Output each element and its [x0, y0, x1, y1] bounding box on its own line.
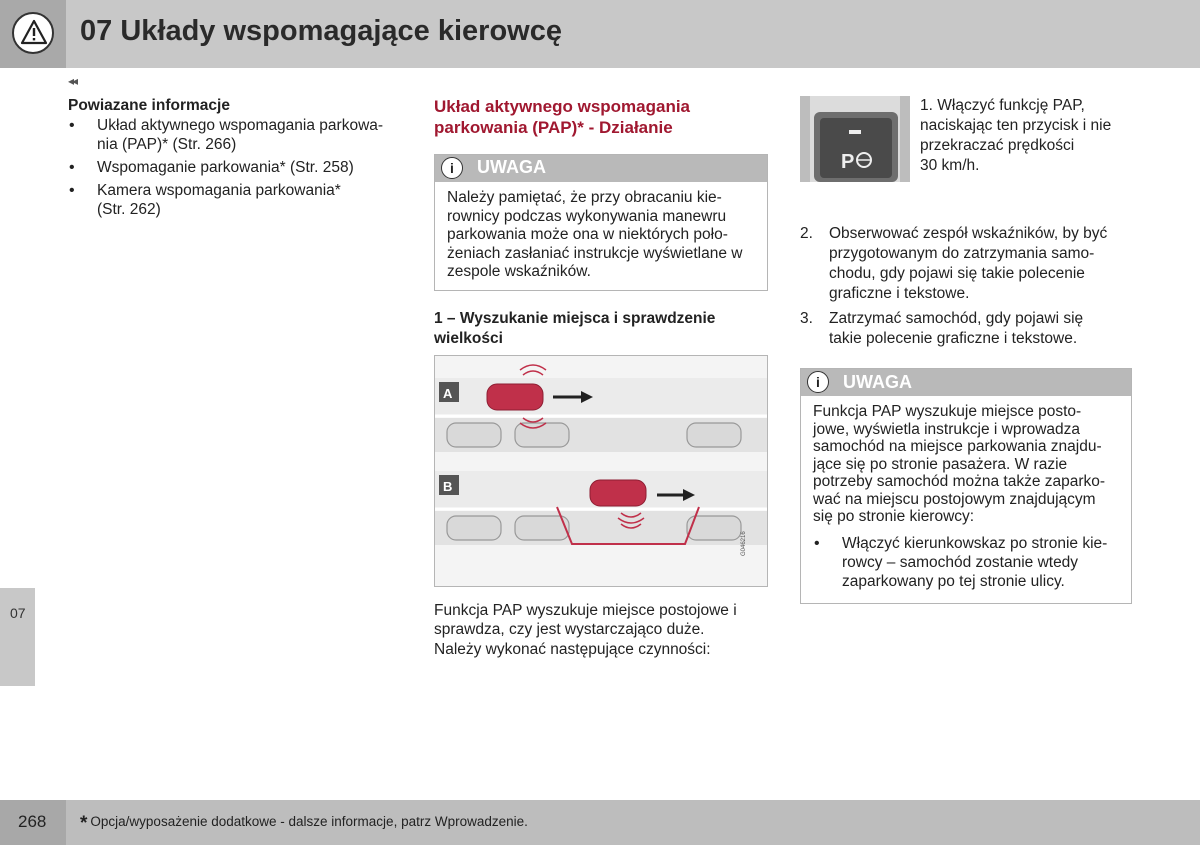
parked-car [447, 516, 501, 540]
parked-car [447, 423, 501, 447]
note-body: Należy pamiętać, że przy obracaniu kie- rownicy podczas wykonywania manewru parkowania może ona w niektórych poło- żeniach zasłaniać instrukcje wyświetlane w zespole wskaźników. [447, 189, 743, 280]
step-1: 1. Włączyć funkcję PAP, naciskając ten przycisk i nie przekraczać prędkości 30 km/h. [920, 97, 1112, 174]
related-link-parking-camera[interactable]: • Kamera wspomagania parkowania* (Str. 262) [68, 181, 408, 219]
chapter-title: 07 Układy wspomagające kierowcę [80, 15, 562, 47]
pap-operation-column [434, 96, 768, 659]
note-body: Funkcja PAP wyszukuje miejsce posto- jowe, wyświetla instrukcje i wprowadza samochód na miejsce parkowania znajdu- jące się po stronie pasażera. W razie potrzeby samochód można także zaparko- wać na miejscu postojowym znajdującym się po stronie kierowcy: • Włączyć kierunkowskaz po stronie kie- rowcy – samochód zostanie wtedy zaparkowany po tej stronie ulicy. [801, 396, 1131, 603]
header-icon-box [0, 0, 66, 68]
step-2: 2. Obserwować zespół wskaźników, by być przygotowanym do zatrzymania samo- chodu, gdy pojawi się takie polecenie graficzne i tekstowe. [800, 225, 1108, 302]
note-header [435, 155, 767, 182]
moving-car-a [487, 384, 543, 410]
note-label: UWAGA [843, 372, 912, 392]
info-icon: i [807, 371, 829, 393]
page-footer [0, 800, 1200, 845]
step-3: 3. Zatrzymać samochód, gdy pojawi się takie polecenie graficzne i tekstowe. [800, 310, 1084, 347]
pap-button-photo [800, 96, 910, 182]
back-chevrons-icon[interactable]: ◂◂ [68, 74, 77, 88]
figure-code: G046216 [741, 530, 747, 556]
label-b: B [443, 478, 453, 494]
step-heading: 1 – Wyszukanie miejsca i sprawdzenie wielkości [434, 309, 716, 347]
chapter-side-tab: 07 [0, 588, 35, 686]
note-box-uwaga [434, 154, 768, 291]
related-link-pap[interactable]: • Układ aktywnego wspomagania parkowa- nia (PAP)* (Str. 266) [68, 116, 408, 154]
warning-triangle-icon [12, 12, 54, 54]
footnote-star: * [80, 813, 88, 834]
parked-car [687, 423, 741, 447]
parking-diagram-graphic [435, 356, 767, 586]
moving-car-b [590, 480, 646, 506]
note-bullet: • Włączyć kierunkowskaz po stronie kie- rowcy – samochód zostanie wtedy zaparkowany po tej stronie ulicy. [813, 534, 1119, 591]
info-icon: i [441, 157, 463, 179]
label-a: A [443, 385, 453, 401]
footnote: * Opcja/wyposażenie dodatkowe - dalsze informacje, patrz Wprowadzenie. [80, 813, 528, 834]
note-box-uwaga-2 [800, 368, 1132, 604]
svg-text:P: P [841, 151, 855, 173]
parking-search-diagram [434, 355, 768, 587]
page-number: 268 [18, 812, 47, 831]
related-info-heading: Powiazane informacje [68, 97, 230, 114]
description-text: Funkcja PAP wyszukuje miejsce postojowe i sprawdza, czy jest wystarczająco duże. Należy wykonać następujące czynności: [434, 601, 737, 658]
related-link-parking-assist[interactable]: • Wspomaganie parkowania* (Str. 258) [68, 158, 408, 177]
note-header [801, 369, 1131, 396]
parked-car [515, 516, 569, 540]
note-label: UWAGA [477, 157, 546, 177]
related-info-section [68, 96, 408, 223]
page-number-box [0, 800, 66, 845]
parked-car [515, 423, 569, 447]
page-header [0, 0, 1200, 68]
section-title: Układ aktywnego wspomagania parkowania (PAP)* - Działanie [434, 97, 691, 137]
